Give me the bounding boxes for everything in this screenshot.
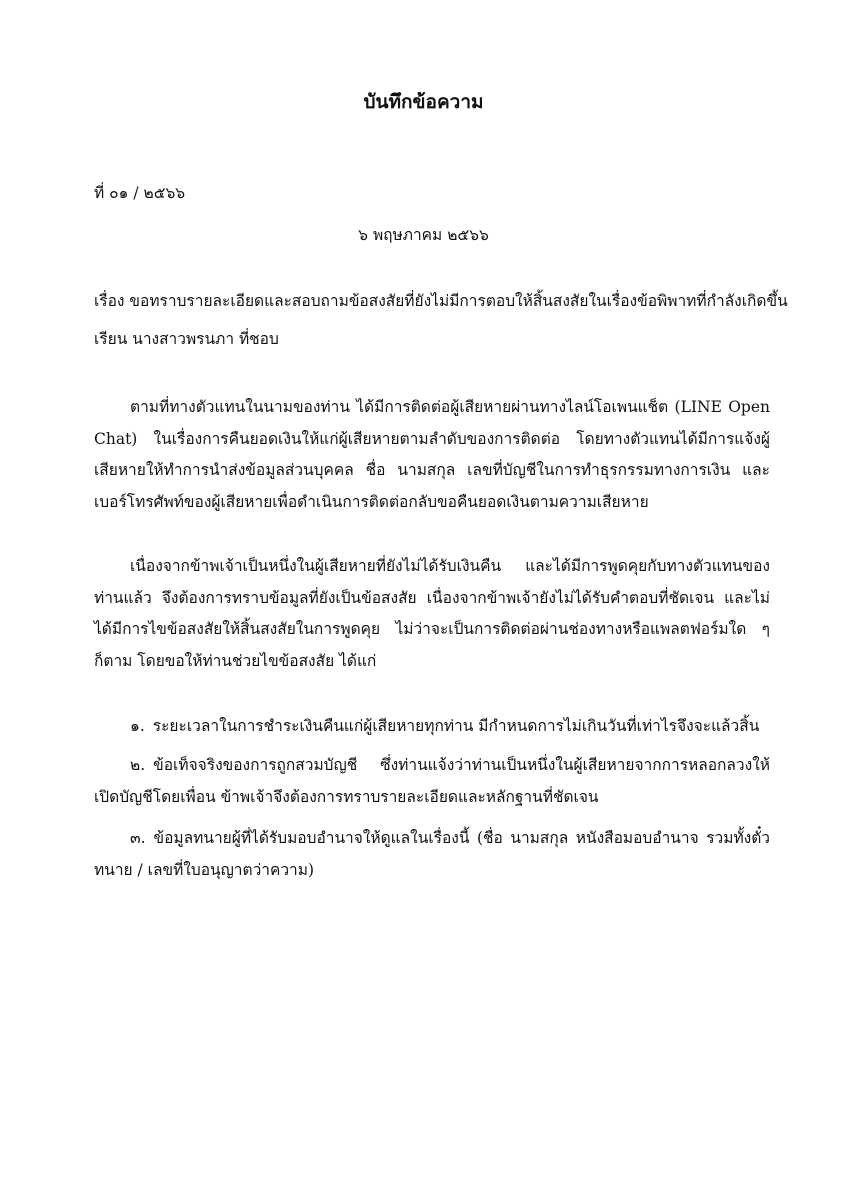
document-number: ที่ ๐๑ / ๒๕๖๖ [94, 184, 186, 202]
list-item-number: ๒. [130, 756, 146, 774]
subject-line: เรื่อง ขอทราบรายละเอียดและสอบถามข้อสงสัยที่ยังไม่มีการตอบให้สิ้นสงสัยในเรื่องข้อพิพาทที่กำลังเกิดขึ้น [94, 292, 788, 310]
list-item-text: ข้อมูลทนายผู้ที่ได้รับมอบอำนาจให้ดูแลในเรื่องนี้ (ชื่อ นามสกุล หนังสือมอบอำนาจ รวมทั้งตั๋วทนาย / เลขที่ใบอนุญาตว่าความ) [94, 829, 770, 879]
list-item [94, 750, 770, 813]
list-item-number: ๑. [130, 717, 145, 735]
document-date: ๖ พฤษภาคม ๒๕๖๖ [358, 226, 489, 244]
paragraph-request: เนื่องจากข้าพเจ้าเป็นหนึ่งในผู้เสียหายที่ยังไม่ได้รับเงินคืน และได้มีการพูดคุยกับทางตัวแทนของท่านแล้ว จึงต้องการทราบข้อมูลที่ยังเป็นข้อสงสัย เนื่องจากข้าพเจ้ายังไม่ได้รับคำตอบที่ชัดเจน และไม่ได้มีการไขข้อสงสัยให้สิ้นสงสัยในการพูดคุย ไม่ว่าจะเป็นการติดต่อผ่านช่องทางหรือแพลตฟอร์มใด ๆ ก็ตาม โดยขอให้ท่านช่วยไขข้อสงสัย ได้แก่ [94, 557, 770, 670]
recipient-line: เรียน นางสาวพรนภา ที่ชอบ [94, 330, 279, 348]
list-item [94, 823, 770, 886]
list-item [94, 711, 770, 743]
document-title: บันทึกข้อความ [363, 91, 484, 113]
list-item-text: ข้อเท็จจริงของการถูกสวมบัญชี ซึ่งท่านแจ้งว่าท่านเป็นหนึ่งในผู้เสียหายจากการหลอกลวงให้เปิดบัญชีโดยเพื่อน ข้าพเจ้าจึงต้องการทราบรายละเอียดและหลักฐานที่ชัดเจน [94, 756, 770, 806]
paragraph-background: ตามที่ทางตัวแทนในนามของท่าน ได้มีการติดต่อผู้เสียหายผ่านทางไลน์โอเพนแช็ต (LINE Open Chat) ในเรื่องการคืนยอดเงินให้แก่ผู้เสียหายตามลำดับของการติดต่อ โดยทางตัวแทนได้มีการแจ้งผู้เสียหายให้ทำการนำส่งข้อมูลส่วนบุคคล ชื่อ นามสกุล เลขที่บัญชีในการทำธุรกรรมทางการเงิน และเบอร์โทรศัพท์ของผู้เสียหายเพื่อดำเนินการติดต่อกลับขอคืนยอดเงินตามความเสียหาย [94, 398, 770, 511]
list-item-text: ระยะเวลาในการชำระเงินคืนแก่ผู้เสียหายทุกท่าน มีกำหนดการไม่เกินวันที่เท่าไรจึงจะแล้วสิ้น [152, 717, 760, 735]
list-item-number: ๓. [130, 829, 146, 847]
